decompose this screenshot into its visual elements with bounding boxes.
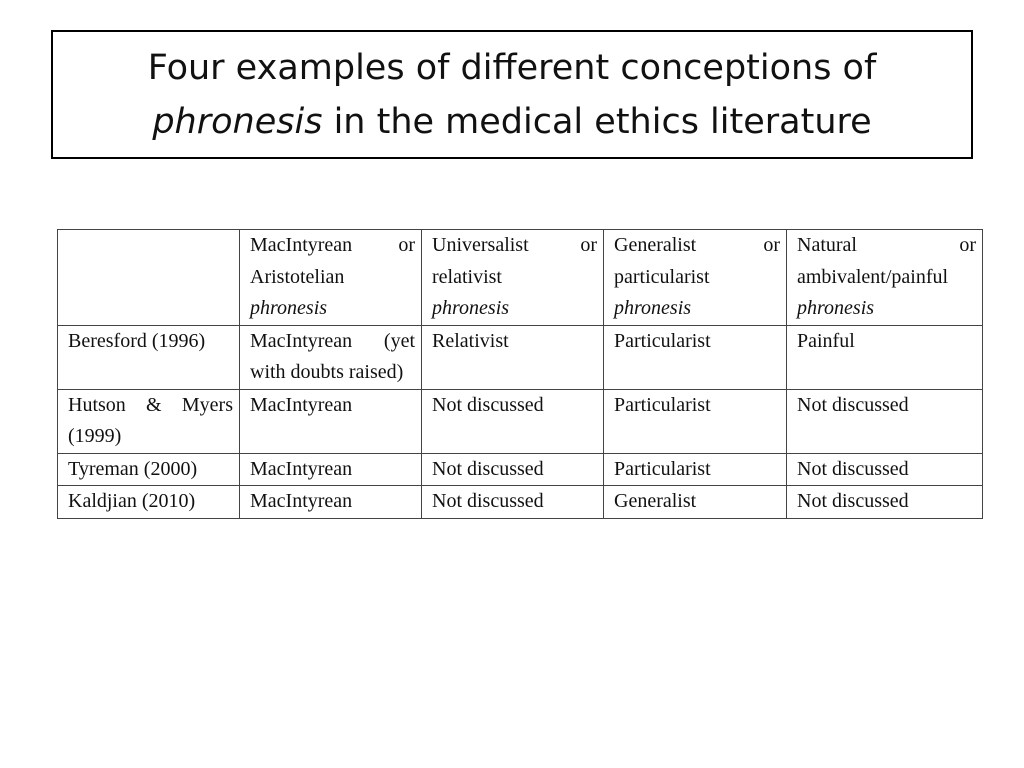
header-cell-generalist bbox=[604, 230, 787, 326]
generalist-cell: Particularist bbox=[604, 389, 787, 453]
header-cell-macintyrean bbox=[240, 230, 422, 326]
title-line-2 bbox=[152, 95, 871, 149]
macintyrean-cell: MacIntyrean bbox=[240, 389, 422, 453]
author-cell: Tyreman (2000) bbox=[58, 453, 240, 486]
header-italic: phronesis bbox=[614, 297, 692, 319]
title-line-1: Four examples of different conceptions of bbox=[147, 47, 877, 88]
universalist-cell: Not discussed bbox=[422, 453, 604, 486]
table-header-row bbox=[58, 230, 983, 326]
table-row bbox=[58, 389, 983, 453]
natural-cell: Painful bbox=[787, 325, 983, 389]
header-italic: phronesis bbox=[250, 297, 328, 319]
natural-cell: Not discussed bbox=[787, 389, 983, 453]
macintyrean-cell: MacIntyrean bbox=[240, 453, 422, 486]
author-cell: Hutson & Myers (1999) bbox=[58, 389, 240, 453]
header-cell-universalist bbox=[422, 230, 604, 326]
macintyrean-cell: MacIntyrean bbox=[240, 486, 422, 519]
natural-cell: Not discussed bbox=[787, 486, 983, 519]
title-italic-term: phronesis bbox=[152, 101, 323, 142]
table-row bbox=[58, 325, 983, 389]
header-cell-natural bbox=[787, 230, 983, 326]
author-cell: Kaldjian (2010) bbox=[58, 486, 240, 519]
table-row bbox=[58, 453, 983, 486]
universalist-cell: Relativist bbox=[422, 325, 604, 389]
header-text: Generalist or particularist bbox=[614, 234, 780, 288]
natural-cell: Not discussed bbox=[787, 453, 983, 486]
generalist-cell: Particularist bbox=[604, 325, 787, 389]
slide-title bbox=[51, 30, 973, 159]
author-cell: Beresford (1996) bbox=[58, 325, 240, 389]
generalist-cell: Particularist bbox=[604, 453, 787, 486]
header-italic: phronesis bbox=[432, 297, 510, 319]
phronesis-comparison-table bbox=[57, 229, 983, 519]
header-text: Universalist or relativist bbox=[432, 234, 597, 288]
title-line-2-rest: in the medical ethics literature bbox=[322, 101, 872, 142]
header-italic: phronesis bbox=[797, 297, 875, 319]
universalist-cell: Not discussed bbox=[422, 389, 604, 453]
generalist-cell: Generalist bbox=[604, 486, 787, 519]
header-cell-empty bbox=[58, 230, 240, 326]
header-text: MacIntyrean or Aristotelian bbox=[250, 234, 415, 288]
table-row bbox=[58, 486, 983, 519]
universalist-cell: Not discussed bbox=[422, 486, 604, 519]
header-text: Natural or ambivalent/painful bbox=[797, 234, 976, 288]
macintyrean-cell: MacIntyrean (yet with doubts raised) bbox=[240, 325, 422, 389]
